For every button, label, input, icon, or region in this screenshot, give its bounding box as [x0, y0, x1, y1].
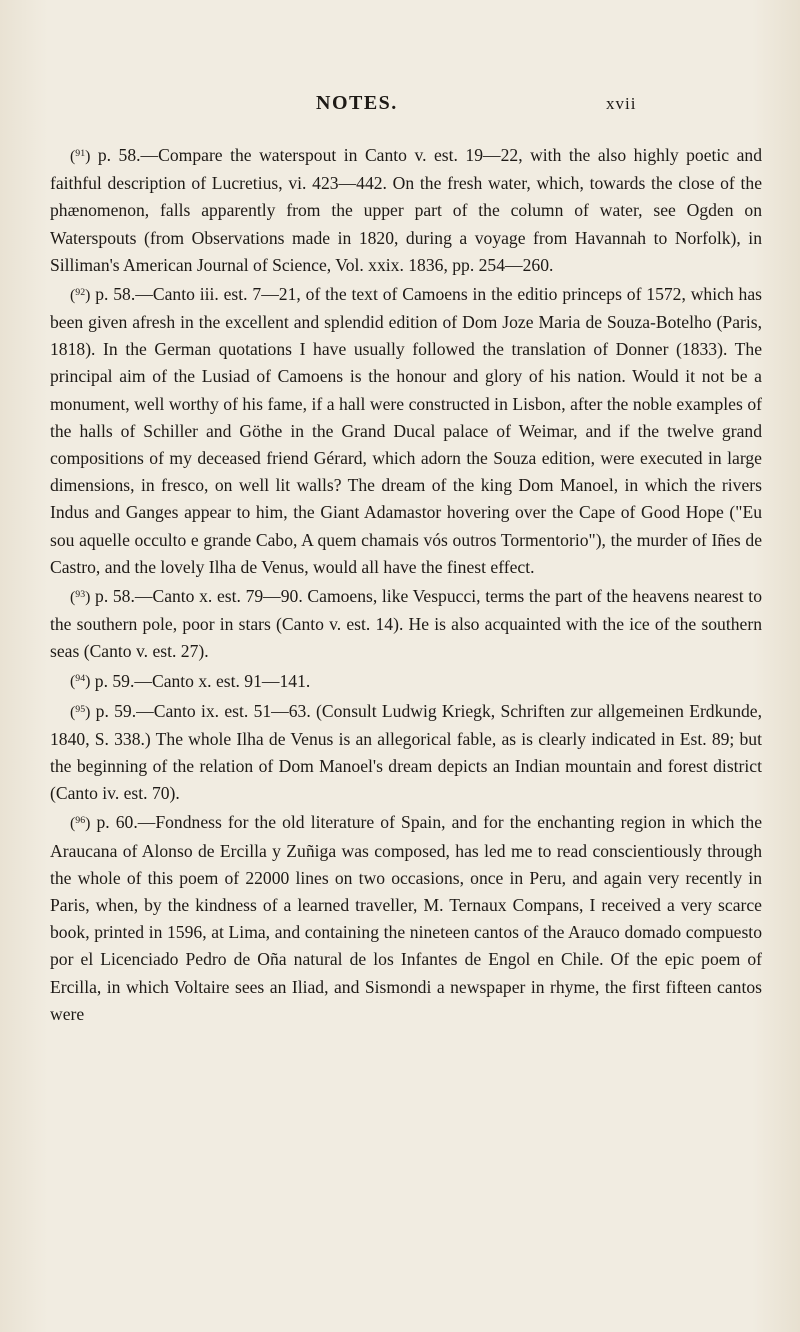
note-96: [50, 807, 762, 1028]
note-text: p. 58.—Canto iii. est. 7—21, of the text of Camoens in the editio princeps of 1572, which has been given afresh in the excellent and splendid edition of Dom Joze Maria de Souza-Botelho (Paris, 1818). In the German quotations I have usually followed the translation of Donner (1833). The principal aim of the Lusiad of Camoens is the honour and glory of his nation. Would it not be a monument, well worthy of his fame, if a hall were constructed in Lisbon, after the noble examples of the halls of Schiller and Göthe in the Grand Ducal palace of Weimar, and if the twelve grand compositions of my deceased friend Gérard, which adorn the Souza edition, were executed in large dimensions, in fresco, on well lit walls? The dream of the king Dom Manoel, in which the rivers Indus and Ganges appear to him, the Giant Adamastor hovering over the Cape of Good Hope ("Eu sou aquelle occulto e grande Cabo, A quem chamais vós outros Tormentorio"), the murder of Iñes de Castro, and the lovely Ilha de Venus, would all have the finest effect.: [50, 283, 762, 577]
page-number: xvii: [606, 94, 637, 113]
note-marker: ($^{91}$): [70, 147, 91, 165]
note-text: p. 59.—Canto x. est. 91—141.: [90, 670, 311, 691]
note-marker: ($^{93}$): [70, 588, 91, 606]
note-93: [50, 581, 762, 666]
note-marker: ($^{92}$): [70, 286, 91, 304]
note-text: p. 60.—Fondness for the old literature of Spain, and for the enchanting region in which the Araucana of Alonso de Ercilla y Zuñiga was composed, has led me to read conscientiously through the whole of this poem of 22000 lines on two occasions, once in Peru, and again very recently in Paris, when, by the kindness of a learned traveller, M. Ternaux Compans, I received a very scarce book, printed in 1596, at Lima, and containing the nineteen cantos of the Arauco domado compuesto por el Licenciado Pedro de Oña natural de los Infantes de Engol en Chile. Of the epic poem of Ercilla, in which Voltaire sees an Iliad, and Sismondi a newspaper in rhyme, the first fifteen cantos were: [50, 812, 762, 1024]
note-92: [50, 279, 762, 581]
note-91: [50, 140, 762, 279]
note-marker: ($^{94}$): [70, 673, 91, 691]
running-head: NOTES.: [316, 92, 398, 114]
notes-body: [50, 140, 762, 1028]
note-text: p. 58.—Compare the waterspout in Canto v. est. 19—22, with the also highly poetic and faithful description of Lucretius, vi. 423—442. On the fresh water, which, towards the close of the phænomenon, falls apparently from the upper part of the column of water, see Ogden on Waterspouts (from Observations made in 1820, during a voyage from Havannah to Norfolk), in Silliman's American Journal of Science, Vol. xxix. 1836, pp. 254—260.: [50, 144, 762, 275]
note-text: p. 58.—Canto x. est. 79—90. Camoens, like Vespucci, terms the part of the heavens nearest to the southern pole, poor in stars (Canto v. est. 14). He is also acquainted with the ice of the southern seas (Canto v. est. 27).: [50, 585, 762, 662]
note-marker: ($^{95}$): [70, 703, 91, 721]
note-text: p. 59.—Canto ix. est. 51—63. (Consult Ludwig Kriegk, Schriften zur allgemeinen Erdkunde, 1840, S. 338.) The whole Ilha de Venus is an allegorical fable, as is clearly indicated in Est. 89; but the beginning of the relation of Dom Manoel's dream depicts an Indian mountain and forest district (Canto iv. est. 70).: [50, 700, 762, 804]
note-94: [50, 666, 762, 696]
note-95: [50, 696, 762, 808]
page-header: [0, 92, 800, 122]
note-marker: ($^{96}$): [70, 815, 91, 833]
